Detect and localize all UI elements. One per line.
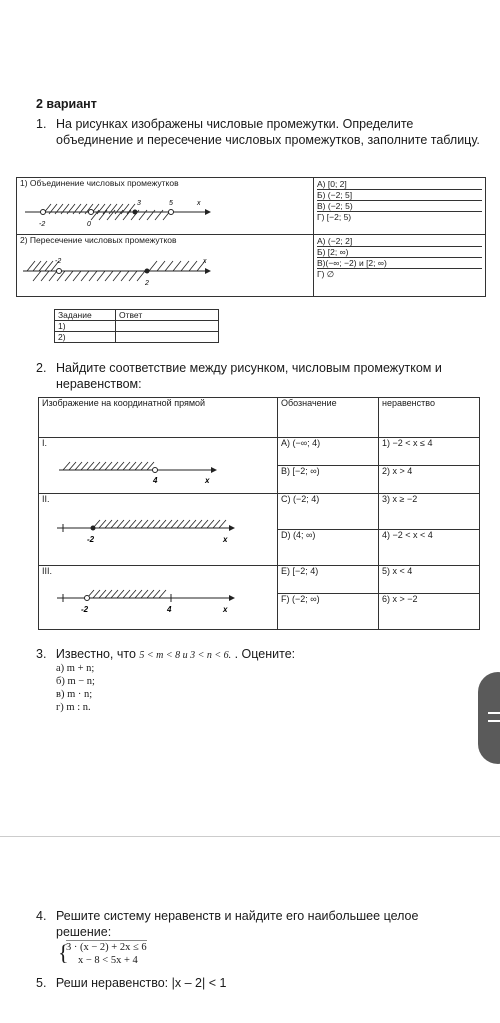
inequality-cell: 3) x ≥ −2 [379, 494, 480, 530]
notation-cell: А) (−∞; 4) [278, 438, 379, 466]
task1-table [16, 177, 486, 297]
variant-title: 2 вариант [36, 97, 97, 111]
notation-cell: С) (−2; 4) [278, 494, 379, 530]
task1-row2-picture [17, 235, 314, 297]
inequality-cell: 1) −2 < x ≤ 4 [379, 438, 480, 466]
tick-label: x [197, 200, 201, 207]
answer-header-answer: Ответ [116, 310, 219, 321]
inequality-cell: 5) x < 4 [379, 566, 480, 594]
task2-text: Найдите соответствие между рисунком, числовым промежутком и неравенством: [56, 361, 442, 391]
task3-items [56, 662, 95, 714]
number-line-intersection [23, 251, 223, 295]
task1-row1-picture [17, 178, 314, 235]
tick-label: 5 [169, 200, 173, 207]
task2-picture-1 [39, 438, 278, 494]
task2-picture-2 [39, 494, 278, 566]
task2-header-inequality: неравенство [379, 398, 480, 438]
answer-row-label: 1) [55, 321, 116, 332]
notation-cell: D) (4; ∞) [278, 530, 379, 566]
tick-label: x [203, 258, 207, 265]
task5-number: 5. [36, 976, 47, 990]
notation-cell: В) [−2; ∞) [278, 466, 379, 494]
tick-label: x [205, 476, 210, 485]
tick-label: x [223, 605, 228, 614]
side-menu-handle[interactable] [478, 672, 500, 764]
task5-text: Реши неравенство: |x – 2| < 1 [55, 976, 227, 990]
task2-header-picture: Изображение на координатной прямой [39, 398, 278, 438]
tick-label: -2 [87, 535, 95, 544]
task3-item: г) m : n. [56, 702, 91, 713]
inequality-cell: 6) x > −2 [379, 594, 480, 630]
answer-cell[interactable] [116, 332, 219, 343]
tick-label: 0 [87, 221, 91, 228]
task3-item: в) m · n; [56, 689, 93, 700]
tick-label: 3 [137, 200, 141, 207]
task5-statement [36, 975, 476, 991]
task1-statement [36, 116, 486, 166]
number-line-III [53, 584, 243, 618]
tick-label: 2 [145, 280, 149, 287]
option: Б) (−2; 5] [317, 190, 482, 201]
group-label: II. [42, 494, 50, 504]
task3-condition: 5 < m < 8 и 3 < n < 6. [139, 650, 232, 661]
task1-row2-options [314, 235, 486, 297]
option: Г) [−2; 5) [317, 212, 352, 222]
number-line-I [55, 456, 225, 486]
system-line: x − 8 < 5x + 4 [78, 955, 138, 966]
number-line-union [25, 192, 225, 232]
option: В) (−2; 5) [317, 201, 482, 212]
option: Б) [2; ∞) [317, 247, 482, 258]
answer-cell[interactable] [116, 321, 219, 332]
task1-row2-label: 2) Пересечение числовых промежутков [20, 235, 177, 245]
task3-text: Известно, что [55, 647, 136, 661]
tick-label: -2 [55, 258, 62, 265]
answer-table [54, 309, 219, 343]
option: В)(−∞; −2) и [2; ∞) [317, 258, 482, 269]
task3-item: а) m + n; [56, 663, 95, 674]
page-divider [0, 836, 500, 837]
tick-label: 4 [167, 605, 172, 614]
answer-header-task: Задание [55, 310, 116, 321]
notation-cell: F) (−2; ∞) [278, 594, 379, 630]
task3-number: 3. [36, 647, 47, 661]
task1-number: 1. [36, 117, 47, 131]
notation-cell: E) [−2; 4) [278, 566, 379, 594]
task1-row1-options [314, 178, 486, 235]
task3-item: б) m − n; [56, 676, 95, 687]
option: А) [0; 2] [317, 179, 482, 190]
group-label: I. [42, 438, 48, 448]
task1-text: На рисунках изображены числовые промежутки. Определите объединение и пересечение числовых промежутков, заполните таблицу. [56, 117, 480, 147]
task4-system [58, 940, 147, 967]
tick-label: -2 [39, 221, 46, 228]
system-line: 3 · (x − 2) + 2x ≤ 6 [66, 942, 147, 953]
tick-label: x [223, 535, 228, 544]
task4-text: Решите систему неравенств и найдите его наибольшее целое решение: [56, 909, 419, 939]
tick-label: -2 [81, 605, 89, 614]
task2-number: 2. [36, 361, 47, 375]
group-label: III. [42, 566, 53, 576]
system-brace-icon: { [58, 940, 69, 965]
task2-table [38, 397, 480, 630]
option: А) (−2; 2] [317, 236, 482, 247]
answer-row-label: 2) [55, 332, 116, 343]
task3-text-after: . Оцените: [234, 647, 296, 661]
option: Г) ∅ [317, 269, 335, 279]
task3-statement [36, 646, 476, 664]
number-line-II [53, 514, 243, 548]
tick-label: 4 [153, 476, 158, 485]
task4-number: 4. [36, 909, 47, 923]
inequality-cell: 2) x > 4 [379, 466, 480, 494]
task2-picture-3 [39, 566, 278, 630]
task2-header-notation: Обозначение [278, 398, 379, 438]
task1-row1-label: 1) Объединение числовых промежутков [20, 178, 179, 188]
inequality-cell: 4) −2 < x < 4 [379, 530, 480, 566]
